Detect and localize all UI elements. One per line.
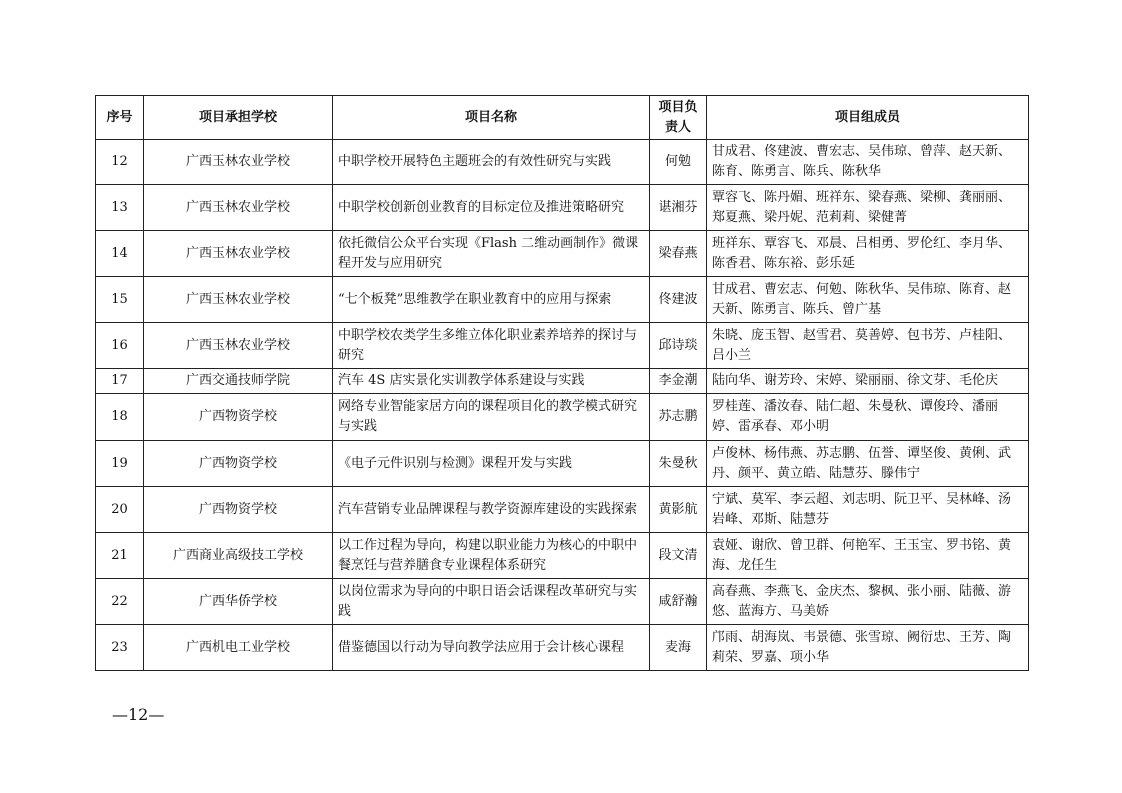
header-school: 项目承担学校: [144, 96, 333, 140]
cell-project-name: 网络专业智能家居方向的课程项目化的教学模式研究与实践: [333, 394, 650, 441]
cell-project-name: 《电子元件识别与检测》课程开发与实践: [333, 441, 650, 487]
header-members: 项目组成员: [707, 96, 1029, 140]
cell-index: 15: [96, 277, 144, 323]
cell-index: 21: [96, 533, 144, 579]
table-row: [96, 487, 1029, 533]
cell-leader: 佟建波: [650, 277, 707, 323]
cell-leader: 段文清: [650, 533, 707, 579]
cell-members: 高春燕、李燕飞、金庆杰、黎枫、张小丽、陆薇、游悠、蓝海方、马美娇: [707, 579, 1029, 625]
cell-index: 14: [96, 231, 144, 277]
header-project-name: 项目名称: [333, 96, 650, 140]
cell-index: 16: [96, 323, 144, 369]
cell-index: 19: [96, 441, 144, 487]
table-row: [96, 579, 1029, 625]
cell-index: 13: [96, 185, 144, 231]
cell-leader: 谌湘芬: [650, 185, 707, 231]
cell-school: 广西交通技师学院: [144, 369, 333, 394]
cell-school: 广西玉林农业学校: [144, 185, 333, 231]
cell-school: 广西玉林农业学校: [144, 323, 333, 369]
cell-members: 甘成君、佟建波、曹宏志、吴伟琼、曾萍、赵天新、陈育、陈勇言、陈兵、陈秋华: [707, 140, 1029, 185]
cell-school: 广西物资学校: [144, 394, 333, 441]
cell-school: 广西物资学校: [144, 487, 333, 533]
cell-project-name: “七个板凳”思维教学在职业教育中的应用与探索: [333, 277, 650, 323]
cell-index: 17: [96, 369, 144, 394]
cell-project-name: 汽车营销专业品牌课程与教学资源库建设的实践探索: [333, 487, 650, 533]
cell-leader: 咸舒瀚: [650, 579, 707, 625]
cell-leader: 朱曼秋: [650, 441, 707, 487]
cell-index: 18: [96, 394, 144, 441]
table-row: [96, 533, 1029, 579]
cell-index: 23: [96, 625, 144, 671]
cell-school: 广西玉林农业学校: [144, 277, 333, 323]
cell-project-name: 依托微信公众平台实现《Flash 二维动画制作》微课程开发与应用研究: [333, 231, 650, 277]
table-body: [96, 140, 1029, 671]
table-header-row: [96, 96, 1029, 140]
cell-members: 甘成君、曹宏志、何勉、陈秋华、吴伟琼、陈育、赵天新、陈勇言、陈兵、曾广基: [707, 277, 1029, 323]
cell-members: 袁娅、谢欣、曾卫群、何艳军、王玉宝、罗书铭、黄海、龙任生: [707, 533, 1029, 579]
cell-project-name: 中职学校农类学生多维立体化职业素养培养的探讨与研究: [333, 323, 650, 369]
cell-project-name: 中职学校开展特色主题班会的有效性研究与实践: [333, 140, 650, 185]
cell-members: 朱晓、庞玉智、赵雪君、莫善婷、包书芳、卢桂阳、吕小兰: [707, 323, 1029, 369]
table-row: [96, 323, 1029, 369]
cell-school: 广西玉林农业学校: [144, 140, 333, 185]
cell-leader: 苏志鹏: [650, 394, 707, 441]
cell-project-name: 汽车 4S 店实景化实训教学体系建设与实践: [333, 369, 650, 394]
cell-index: 22: [96, 579, 144, 625]
cell-leader: 李金潮: [650, 369, 707, 394]
cell-members: 班祥东、覃容飞、邓晨、吕相勇、罗伦红、李月华、陈香君、陈东裕、彭乐延: [707, 231, 1029, 277]
cell-leader: 何勉: [650, 140, 707, 185]
table-row: [96, 185, 1029, 231]
cell-members: 罗桂莲、潘汝春、陆仁超、朱曼秋、谭俊玲、潘丽婷、雷承春、邓小明: [707, 394, 1029, 441]
table-row: [96, 277, 1029, 323]
cell-project-name: 借鉴德国以行动为导向教学法应用于会计核心课程: [333, 625, 650, 671]
cell-index: 20: [96, 487, 144, 533]
table-row: [96, 394, 1029, 441]
cell-leader: 麦海: [650, 625, 707, 671]
cell-index: 12: [96, 140, 144, 185]
header-leader: 项目负责人: [650, 96, 707, 140]
table-row: [96, 625, 1029, 671]
cell-project-name: 以工作过程为导向，构建以职业能力为核心的中职中餐烹饪与营养膳食专业课程体系研究: [333, 533, 650, 579]
cell-members: 覃容飞、陈丹媚、班祥东、梁春燕、梁柳、龚丽丽、郑夏燕、梁丹妮、范莉莉、梁健菁: [707, 185, 1029, 231]
cell-school: 广西商业高级技工学校: [144, 533, 333, 579]
cell-school: 广西物资学校: [144, 441, 333, 487]
cell-school: 广西机电工业学校: [144, 625, 333, 671]
cell-members: 卢俊林、杨伟燕、苏志鹏、伍誉、谭坚俊、黄俐、武丹、颜平、黄立皓、陆慧芬、滕伟宁: [707, 441, 1029, 487]
cell-members: 邝雨、胡海岚、韦景德、张雪琼、阙衍忠、王芳、陶莉荣、罗嘉、项小华: [707, 625, 1029, 671]
table-row: [96, 369, 1029, 394]
cell-members: 宁斌、莫军、李云超、刘志明、阮卫平、吴林峰、汤岩峰、邓斯、陆慧芬: [707, 487, 1029, 533]
project-table: [95, 95, 1029, 671]
table-row: [96, 140, 1029, 185]
page-number: —12—: [112, 705, 165, 724]
cell-leader: 梁春燕: [650, 231, 707, 277]
cell-project-name: 中职学校创新创业教育的目标定位及推进策略研究: [333, 185, 650, 231]
cell-school: 广西华侨学校: [144, 579, 333, 625]
cell-project-name: 以岗位需求为导向的中职日语会话课程改革研究与实践: [333, 579, 650, 625]
table-row: [96, 231, 1029, 277]
cell-members: 陆向华、谢芳玲、宋婷、梁丽丽、徐文芽、毛伦庆: [707, 369, 1029, 394]
table-row: [96, 441, 1029, 487]
cell-school: 广西玉林农业学校: [144, 231, 333, 277]
header-index: 序号: [96, 96, 144, 140]
cell-leader: 邱诗琰: [650, 323, 707, 369]
cell-leader: 黄影航: [650, 487, 707, 533]
